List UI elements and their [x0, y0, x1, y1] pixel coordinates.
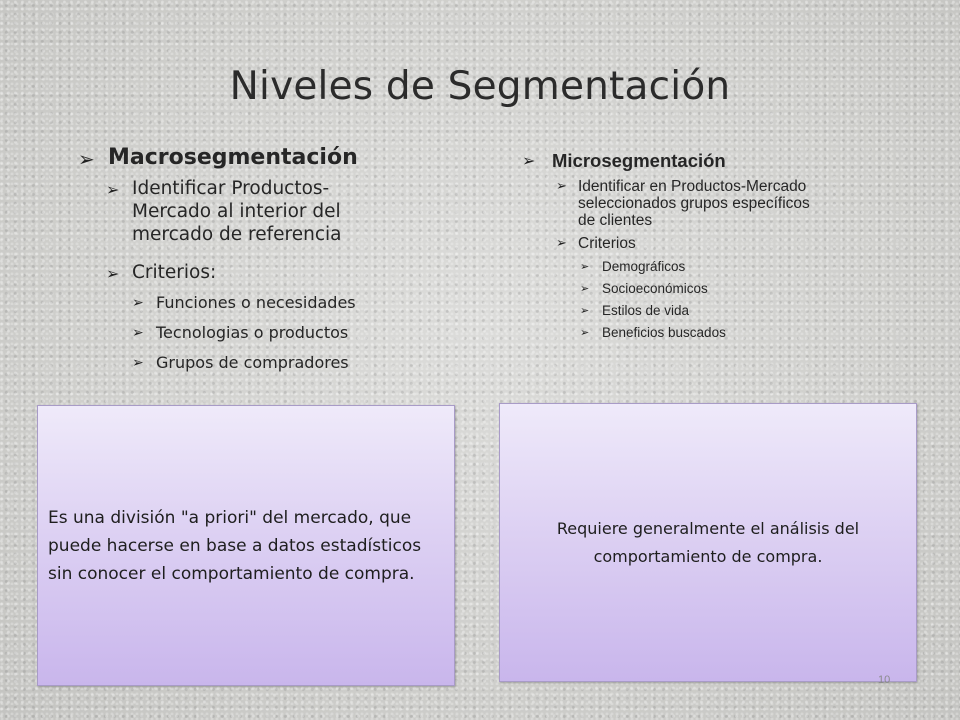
- microsegmentacion-list: [522, 150, 882, 344]
- arrow-bullet-icon: ➢: [556, 179, 567, 194]
- arrow-bullet-icon: ➢: [132, 325, 144, 341]
- arrow-bullet-icon: ➢: [132, 355, 144, 371]
- arrow-bullet-icon: ➢: [580, 304, 590, 317]
- macro-point-criterios: [106, 261, 438, 285]
- arrow-bullet-icon: ➢: [106, 264, 120, 283]
- arrow-bullet-icon: ➢: [132, 295, 144, 311]
- page-number: 10: [878, 674, 891, 686]
- criterion-label: Estilos de vida: [602, 303, 690, 318]
- criterion-label: Grupos de compradores: [156, 353, 349, 372]
- arrow-bullet-icon: ➢: [580, 326, 590, 339]
- criterion-label: Beneficios buscados: [602, 325, 726, 340]
- criterion-label: Funciones o necesidades: [156, 293, 356, 312]
- micro-criteria-list: [522, 256, 882, 344]
- arrow-bullet-icon: ➢: [556, 236, 567, 251]
- microsegmentacion-heading: [522, 150, 882, 172]
- point-label: Identificar en Productos-Mercado seleccionados grupos específicos de clientes: [578, 178, 810, 229]
- slide-title: Niveles de Segmentación: [229, 64, 731, 109]
- list-item: [132, 348, 438, 378]
- point-label: Criterios: [578, 235, 636, 252]
- criterion-label: Demográficos: [602, 259, 686, 274]
- arrow-bullet-icon: ➢: [106, 180, 120, 199]
- list-item: [580, 256, 882, 278]
- list-item: [132, 318, 438, 348]
- macro-description-text: Es una división "a priori" del mercado, que puede hacerse en base a datos estadísticos sin conocer el comportamiento de compra.: [48, 507, 422, 584]
- macrosegmentacion-heading: [78, 145, 438, 171]
- criterion-label: Socioeconómicos: [602, 281, 708, 296]
- list-item: [580, 322, 882, 344]
- heading-label: Macrosegmentación: [108, 145, 358, 170]
- point-label: Criterios:: [132, 262, 217, 283]
- arrow-bullet-icon: ➢: [78, 147, 95, 171]
- heading-label: Microsegmentación: [552, 150, 726, 171]
- macro-description-box: [37, 405, 455, 686]
- micro-description-box: [499, 403, 917, 682]
- arrow-bullet-icon: ➢: [522, 151, 536, 170]
- point-label: Identificar Productos-Mercado al interior del mercado de referencia: [132, 178, 342, 245]
- micro-description-text: Requiere generalmente el análisis del comportamiento de compra.: [556, 518, 860, 566]
- micro-point-criterios: [556, 235, 882, 252]
- list-item: [132, 288, 438, 318]
- macro-point-identificar: [106, 177, 356, 246]
- macrosegmentacion-list: [78, 145, 438, 378]
- micro-point-identificar: [556, 178, 826, 229]
- macro-criteria-list: [78, 288, 438, 378]
- list-item: [580, 300, 882, 322]
- criterion-label: Tecnologias o productos: [156, 323, 349, 342]
- arrow-bullet-icon: ➢: [580, 260, 590, 273]
- arrow-bullet-icon: ➢: [580, 282, 590, 295]
- list-item: [580, 278, 882, 300]
